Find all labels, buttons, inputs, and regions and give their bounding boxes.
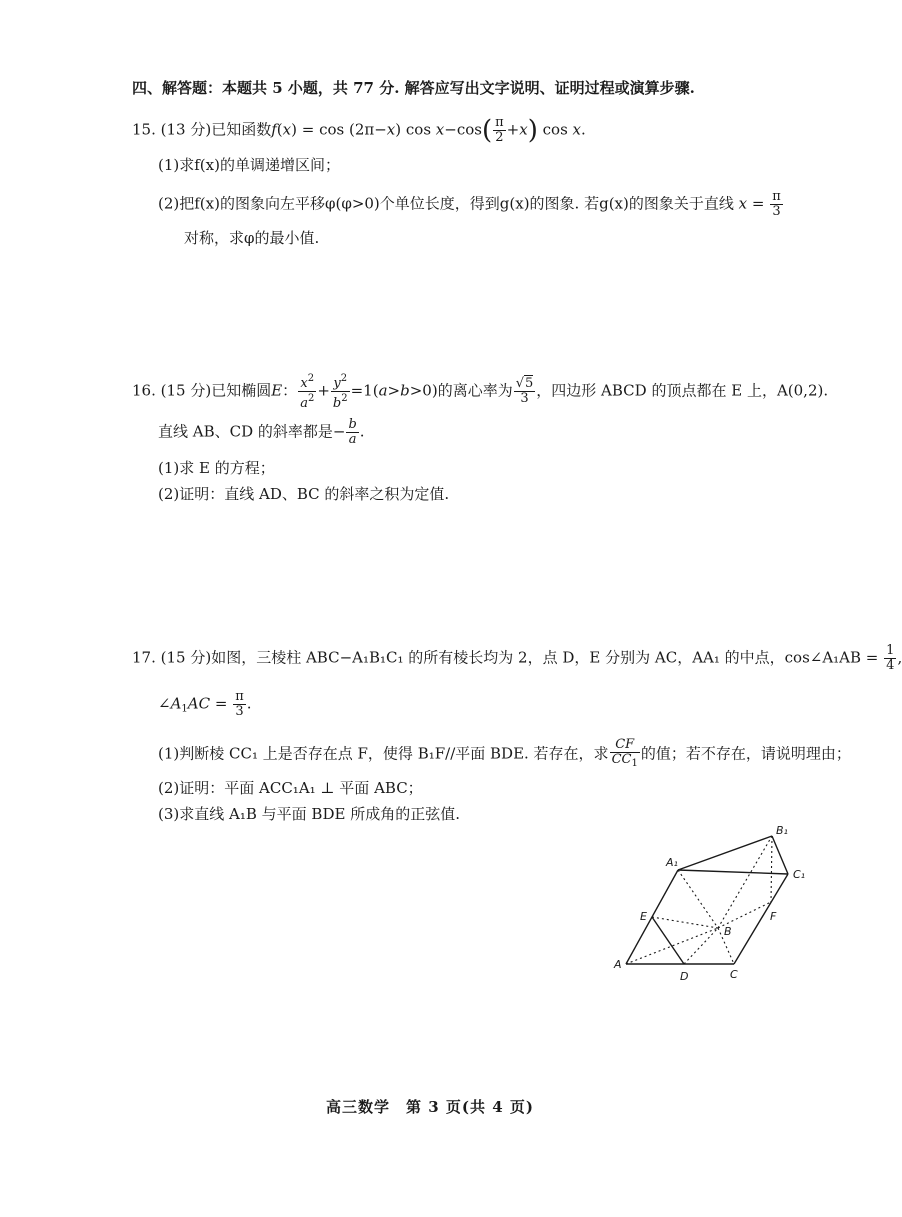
stem-text: 已知函数 [211, 120, 272, 139]
question-score: (15 分) [160, 648, 212, 667]
prism-hidden-edges [626, 836, 772, 964]
question-15-part-2: (2)把f(x)的图象向左平移φ(φ>0)个单位长度，得到g(x)的图象. 若g(x)的图象关于直线 x = $\frac{\pi}{3}$ [158, 189, 781, 219]
question-16-part-1: (1)求 E 的方程； [158, 459, 275, 477]
question-number: 16. [132, 381, 156, 400]
question-16-part-2: (2)证明：直线 AD、BC 的斜率之积为定值. [158, 485, 450, 503]
label-a: A [614, 958, 622, 971]
question-15-part-2-cont: 对称，求φ的最小值. [184, 229, 320, 247]
edge-e-b [652, 917, 718, 928]
question-17-part-1: (1)判断棱 CC₁ 上是否存在点 F，使得 B₁F//平面 BDE. 若存在，求 $\frac{CF}{CC_1}$ 的值；若不存在，请说明理由； [158, 737, 851, 769]
page-footer: 高三数学 第 3 页(共 4 页) [326, 1098, 534, 1116]
label-e: E [640, 910, 647, 923]
question-15-stem: 15. (13 分)已知函数f(x) = cos (2π−x) cos x−cos( $\frac{\pi}{2}$ +x) cos x. [132, 115, 586, 146]
question-16-stem: 16. (15 分)已知椭圆E： $\frac{x^2}{a^2}$ + $\frac{y^2}{b^2}$ =1(a>b>0)的离心率为 $\frac{√5}{3}$ ，四边形 ABCD 的顶点都在 E 上，A(0,2). [132, 373, 829, 411]
label-b1: B₁ [776, 824, 788, 837]
label-f: F [770, 910, 777, 923]
question-number: 15. [132, 120, 156, 139]
label-a1: A₁ [666, 856, 678, 869]
question-17-stem: 17. (15 分)如图，三棱柱 ABC−A₁B₁C₁ 的所有棱长均为 2，点 D，E 分别为 AC，AA₁ 的中点，cos∠A₁AB = $\frac{1}{4}$ , [132, 643, 902, 673]
edge-a1-b1 [678, 836, 772, 870]
section-heading: 四、解答题：本题共 5 小题，共 77 分. 解答应写出文字说明、证明过程或演算步骤. [132, 79, 695, 97]
label-b: B [724, 925, 732, 938]
edge-a1-b [678, 870, 718, 928]
question-number: 17. [132, 648, 156, 667]
label-d: D [680, 970, 689, 983]
question-17-part-2: (2)证明：平面 ACC₁A₁ ⊥ 平面 ABC； [158, 779, 423, 797]
edge-b1-f [771, 836, 772, 902]
edge-d-b [684, 928, 718, 964]
question-16-stem-cont: 直线 AB、CD 的斜率都是− $\frac{b}{a}$ . [158, 417, 365, 447]
question-15-part-1: (1)求f(x)的单调递增区间； [158, 156, 340, 174]
question-score: (15 分) [160, 381, 212, 400]
prism-solid-edges [626, 836, 788, 964]
edge-c1-c [734, 874, 788, 964]
question-17-stem-cont: $\angle A_1AC$ = $\frac{\pi}{3}$ . [158, 689, 252, 719]
edge-e-d [652, 917, 684, 964]
label-c: C [730, 968, 738, 981]
question-17-part-3: (3)求直线 A₁B 与平面 BDE 所成角的正弦值. [158, 805, 460, 823]
question-score: (13 分) [160, 120, 212, 139]
edge-b1-c1 [772, 836, 788, 874]
prism-figure [600, 820, 820, 990]
label-c1: C₁ [793, 868, 806, 881]
